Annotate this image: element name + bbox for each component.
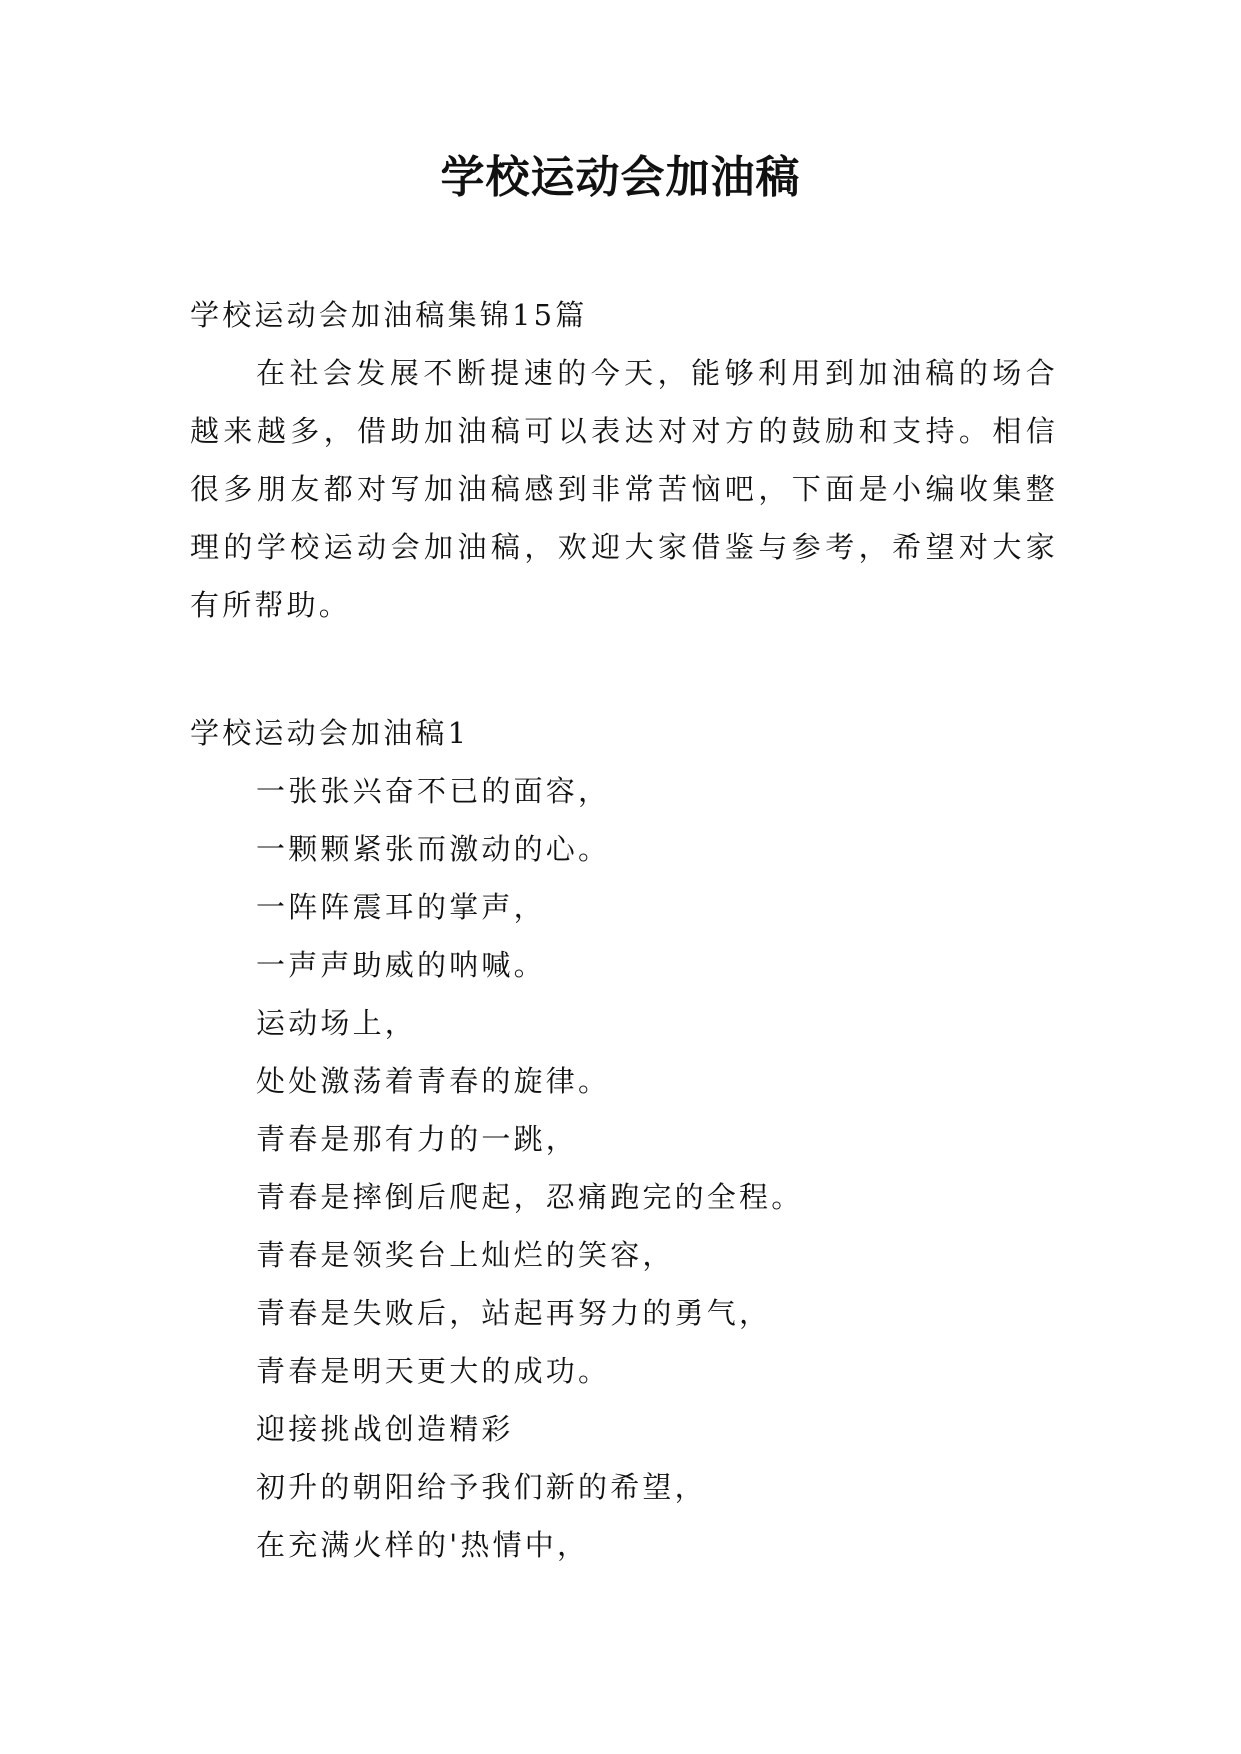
poem-line: 处处激荡着青春的旋律。 bbox=[256, 1064, 611, 1098]
poem-lines bbox=[256, 762, 1056, 1574]
poem-line: 初升的朝阳给予我们新的希望， bbox=[256, 1470, 707, 1504]
poem-line: 在充满火样的'热情中， bbox=[256, 1528, 590, 1562]
poem-line: 青春是明天更大的成功。 bbox=[256, 1354, 611, 1388]
poem-line: 一阵阵震耳的掌声， bbox=[256, 890, 546, 924]
poem-line: 一颗颗紧张而激动的心。 bbox=[256, 832, 611, 866]
poem-line: 一声声助威的呐喊。 bbox=[256, 948, 546, 982]
intro-paragraph: 在社会发展不断提速的今天，能够利用到加油稿的场合越来越多，借助加油稿可以表达对对方的鼓励和支持。相信很多朋友都对写加油稿感到非常苦恼吧，下面是小编收集整理的学校运动会加油稿，欢迎大家借鉴与参考，希望对大家有所帮助。 bbox=[190, 356, 1058, 622]
poem-line: 青春是失败后，站起再努力的勇气， bbox=[256, 1296, 772, 1330]
section-heading: 学校运动会加油稿1 bbox=[190, 716, 470, 750]
poem-line: 青春是那有力的一跳， bbox=[256, 1122, 579, 1156]
poem-line: 青春是摔倒后爬起，忍痛跑完的全程。 bbox=[256, 1180, 804, 1214]
poem-line: 一张张兴奋不已的面容， bbox=[256, 774, 611, 808]
poem-line: 运动场上， bbox=[256, 1006, 418, 1040]
poem-line: 迎接挑战创造精彩 bbox=[256, 1412, 514, 1446]
collection-heading: 学校运动会加油稿集锦15篇 bbox=[190, 298, 588, 332]
poem-line: 青春是领奖台上灿烂的笑容， bbox=[256, 1238, 675, 1272]
document-title: 学校运动会加油稿 bbox=[440, 152, 801, 203]
